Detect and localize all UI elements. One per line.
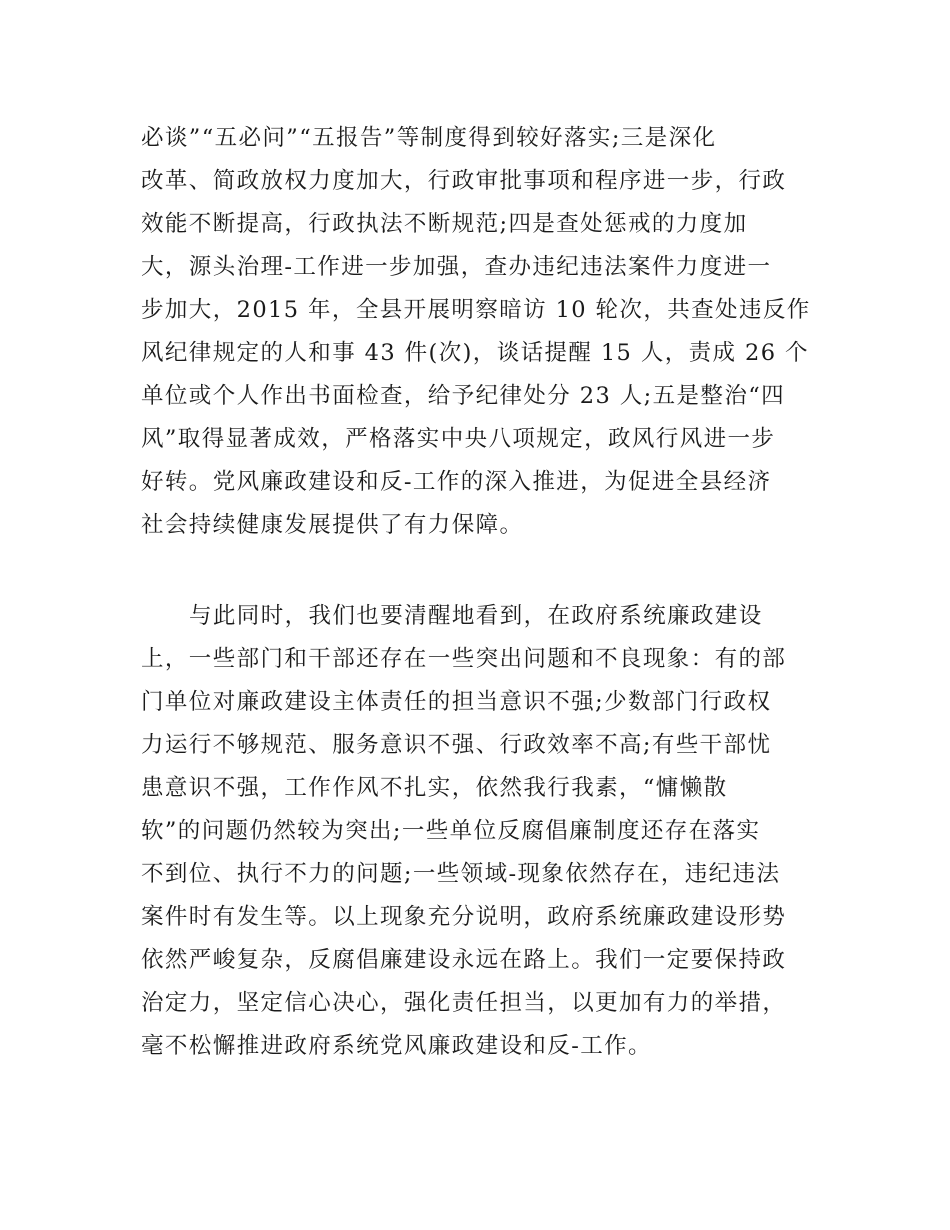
paragraph-line: 患意识不强，工作作风不扎实，依然我行我素，“慵懒散 bbox=[141, 775, 728, 801]
paragraph-line: 与此同时，我们也要清醒地看到，在政府系统廉政建设 bbox=[189, 603, 763, 629]
paragraph-1 bbox=[141, 117, 821, 547]
paragraph-line: 风纪律规定的人和事 43 件(次)，谈话提醒 15 人，责成 26 个 bbox=[141, 340, 809, 366]
paragraph-line: 不到位、执行不力的问题;一些领域-现象依然存在，违纪违法 bbox=[141, 861, 781, 887]
paragraph-line: 门单位对廉政建设主体责任的担当意识不强;少数部门行政权 bbox=[141, 689, 772, 715]
paragraph-line: 软”的问题仍然较为突出;一些单位反腐倡廉制度还存在落实 bbox=[141, 818, 761, 844]
paragraph-line: 毫不松懈推进政府系统党风廉政建设和反-工作。 bbox=[141, 1033, 652, 1059]
paragraph-line: 治定力，坚定信心决心，强化责任担当，以更加有力的举措， bbox=[141, 990, 787, 1016]
paragraph-line: 大，源头治理-工作进一步加强，查办违纪违法案件力度进一 bbox=[141, 254, 772, 280]
paragraph-line: 上，一些部门和干部还存在一些突出问题和不良现象：有的部 bbox=[141, 646, 787, 672]
paragraph-line: 依然严峻复杂，反腐倡廉建设永远在路上。我们一定要保持政 bbox=[141, 947, 787, 973]
paragraph-line: 单位或个人作出书面检查，给予纪律处分 23 人;五是整治“四 bbox=[141, 383, 786, 409]
paragraph-line: 力运行不够规范、服务意识不强、行政效率不高;有些干部忧 bbox=[141, 732, 772, 758]
paragraph-line: 好转。党风廉政建设和反-工作的深入推进，为促进全县经济 bbox=[141, 469, 772, 495]
paragraph-line: 案件时有发生等。以上现象充分说明，政府系统廉政建设形势 bbox=[141, 904, 787, 930]
paragraph-line: 效能不断提高，行政执法不断规范;四是查处惩戒的力度加 bbox=[141, 211, 748, 237]
paragraph-line: 步加大，2015 年，全县开展明察暗访 10 轮次，共查处违反作 bbox=[141, 297, 811, 323]
paragraph-2 bbox=[141, 595, 821, 1068]
paragraph-line: 社会持续健康发展提供了有力保障。 bbox=[141, 512, 524, 538]
paragraph-line: 风”取得显著成效，严格落实中央八项规定，政风行风进一步 bbox=[141, 426, 776, 452]
paragraph-line: 改革、简政放权力度加大，行政审批事项和程序进一步，行政 bbox=[141, 168, 787, 194]
paragraph-line: 必谈”“五必问”“五报告”等制度得到较好落实;三是深化 bbox=[141, 125, 717, 151]
